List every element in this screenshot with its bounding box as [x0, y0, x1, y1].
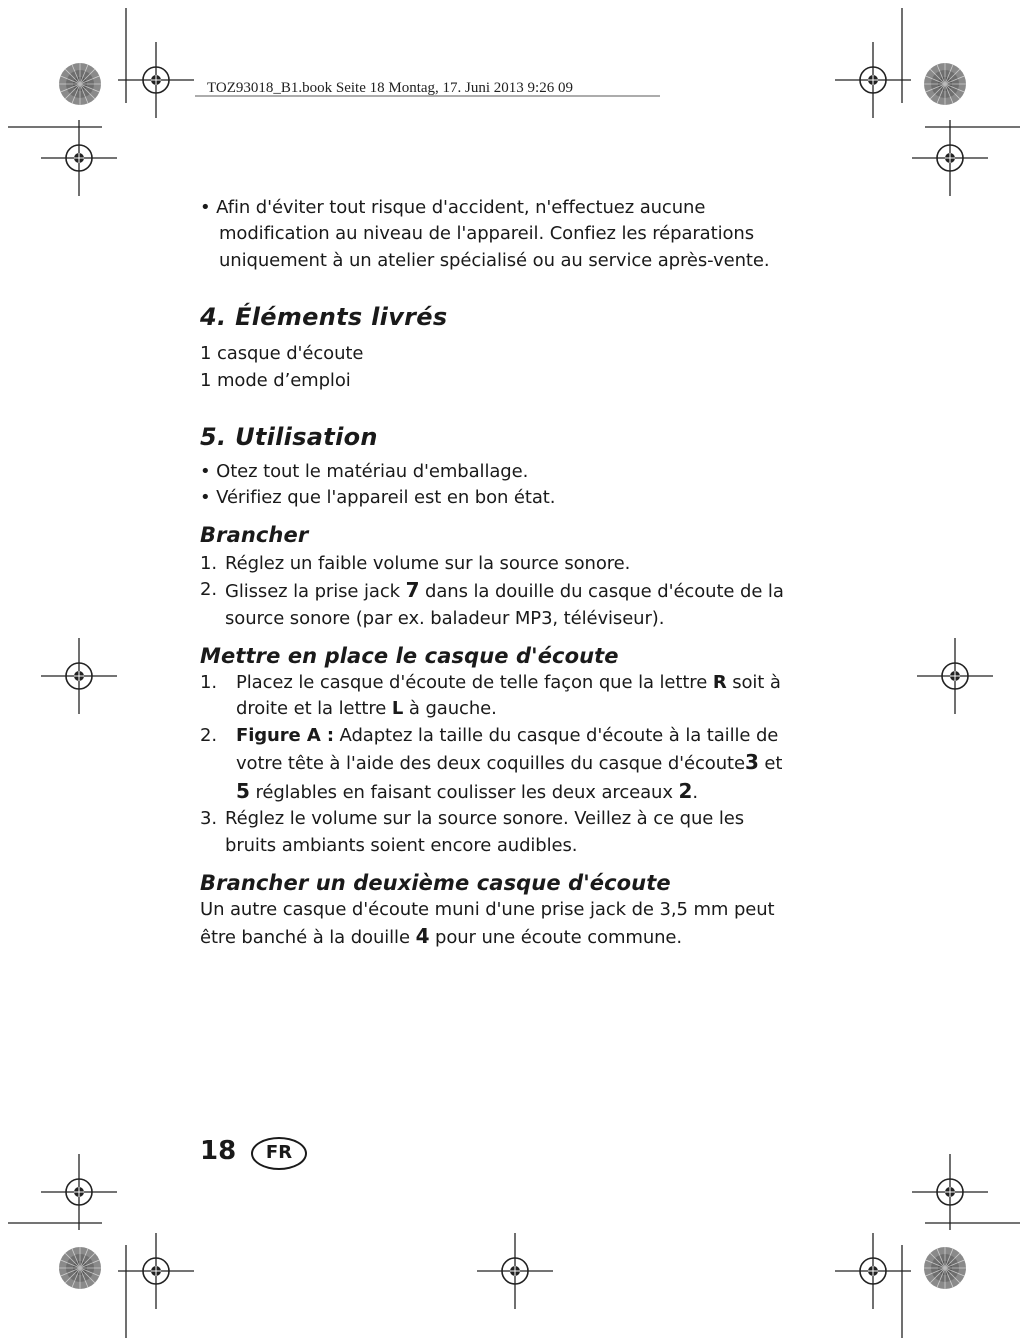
delivery-list	[200, 341, 800, 394]
section-title-delivery: 4. Éléments livrés	[200, 303, 448, 332]
letter-r: R	[712, 672, 727, 694]
bottom-left-registration-disc	[59, 1247, 101, 1289]
right-upper-crosshair	[912, 120, 988, 196]
part-ref-4: 4	[415, 924, 430, 949]
subsection-title-connect: Brancher	[200, 522, 309, 547]
subsection-title-second-headphones: Brancher un deuxième casque d'écoute	[200, 870, 671, 895]
connect-steps	[200, 551, 800, 632]
step-text: Glissez la prise jack 7 dans la douille du casque d'écoute de la source sonore (par ex. baladeur MP3, téléviseur).	[225, 578, 784, 629]
delivery-item: 1 casque d'écoute	[200, 343, 364, 365]
letter-l: L	[391, 698, 404, 720]
print-slug: TOZ93018_B1.book Seite 18 Montag, 17. Juni 2013 9:26 09	[207, 80, 573, 96]
top-right-registration-disc	[924, 63, 966, 105]
step-number: 1.	[200, 552, 217, 574]
usage-bullets	[200, 459, 800, 512]
connect-step	[200, 577, 800, 632]
figure-label: Figure A :	[236, 724, 334, 746]
step-number: 2.	[200, 724, 217, 746]
bottom-right-registration-disc	[924, 1247, 966, 1289]
safety-bullet: • Afin d'éviter tout risque d'accident, n'effectuez aucune modification au niveau de l'appareil. Confiez les réparations uniquement à un atelier spécialisé ou au service après-vente.	[200, 195, 800, 274]
usage-bullet: • Vérifiez que l'appareil est en bon état.	[200, 485, 800, 511]
step-text: Figure A : Adaptez la taille du casque d'écoute à la taille de votre tête à l'aide des deux coquilles du casque d'écoute3 et 5 réglables en faisant coulisser les deux arceaux 2.	[236, 724, 783, 803]
fit-steps	[200, 670, 800, 859]
part-ref-7: 7	[405, 578, 420, 603]
top-left-crosshair	[118, 42, 194, 118]
section-title-usage: 5. Utilisation	[200, 423, 378, 452]
fit-step	[200, 670, 800, 723]
language-badge: FR	[251, 1137, 307, 1170]
delivery-item: 1 mode d’emploi	[200, 369, 351, 391]
left-lower-crosshair	[41, 1154, 117, 1230]
part-ref-5: 5	[236, 778, 250, 803]
bottom-center-crosshair	[477, 1233, 553, 1309]
top-right-crosshair	[835, 42, 911, 118]
step-text: Placez le casque d'écoute de telle façon que la lettre R soit à droite et la lettre L à gauche.	[236, 672, 781, 720]
left-middle-crosshair	[41, 638, 117, 714]
left-upper-crosshair	[41, 120, 117, 196]
right-middle-crosshair	[917, 638, 993, 714]
bottom-left-crosshair	[118, 1233, 194, 1309]
usage-bullet: • Otez tout le matériau d'emballage.	[200, 459, 800, 485]
step-text: Réglez un faible volume sur la source sonore.	[225, 552, 631, 574]
connect-step	[200, 551, 800, 577]
right-lower-crosshair	[912, 1154, 988, 1230]
part-ref-2: 2	[678, 778, 693, 803]
page-content	[200, 195, 800, 952]
top-left-registration-disc	[59, 63, 101, 105]
part-ref-3: 3	[744, 750, 759, 775]
second-headphones-text: Un autre casque d'écoute muni d'une prise jack de 3,5 mm peut être banché à la douille 4 pour une écoute commune.	[200, 898, 775, 949]
step-number: 3.	[200, 808, 217, 830]
step-number: 2.	[200, 579, 217, 601]
fit-step	[200, 806, 800, 859]
step-number: 1.	[200, 672, 217, 694]
fit-step	[200, 723, 800, 806]
bottom-right-crosshair	[835, 1233, 911, 1309]
page-number: 18	[200, 1136, 237, 1166]
step-text: Réglez le volume sur la source sonore. Veillez à ce que les bruits ambiants soient encore audibles.	[225, 808, 745, 856]
subsection-title-fit-headphones: Mettre en place le casque d'écoute	[200, 644, 619, 669]
